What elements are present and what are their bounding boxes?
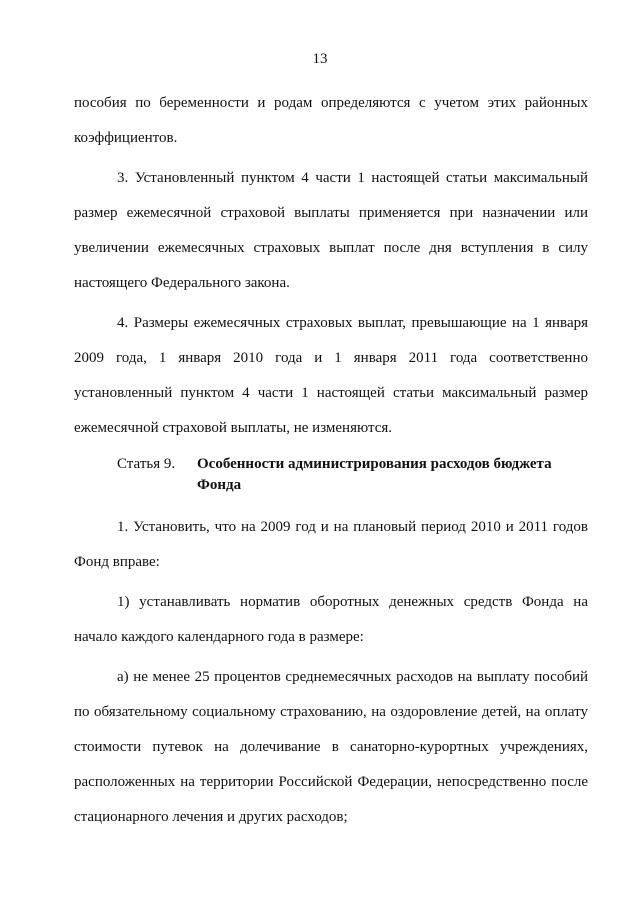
paragraph-continuation: пособия по беременности и родам определяются с учетом этих районных коэффициентов.: [74, 95, 588, 146]
article-title: Особенности администрирования расходов бюджета Фонда: [197, 456, 552, 493]
document-body: [74, 86, 588, 835]
paragraph-item-4: 4. Размеры ежемесячных страховых выплат, превышающие на 1 января 2009 года, 1 января 2010 года и 1 января 2011 года соответственно установленный пунктом 4 части 1 настоящей статьи максимальный размер ежемесячной страховой выплаты, не изменяются.: [74, 315, 588, 436]
article-subitem-1: 1) устанавливать норматив оборотных денежных средств Фонда на начало каждого календарного года в размере:: [74, 594, 588, 645]
article-number: Статья 9.: [117, 456, 176, 472]
article-paragraph-1: 1. Установить, что на 2009 год и на плановый период 2010 и 2011 годов Фонд вправе:: [74, 519, 588, 570]
article-heading: [74, 454, 588, 496]
article-subitem-a: а) не менее 25 процентов среднемесячных расходов на выплату пособий по обязательному социальному страхованию, на оздоровление детей, на оплату стоимости путевок на долечивание в санаторно-курортных учреждениях, расположенных на территории Российской Федерации, непосредственно после стационарного лечения и других расходов;: [74, 669, 588, 825]
paragraph-item-3: 3. Установленный пунктом 4 части 1 настоящей статьи максимальный размер ежемесячной страховой выплаты применяется при назначении или увеличении ежемесячных страховых выплат после дня вступления в силу настоящего Федерального закона.: [74, 170, 588, 291]
page-number: 13: [312, 51, 328, 67]
